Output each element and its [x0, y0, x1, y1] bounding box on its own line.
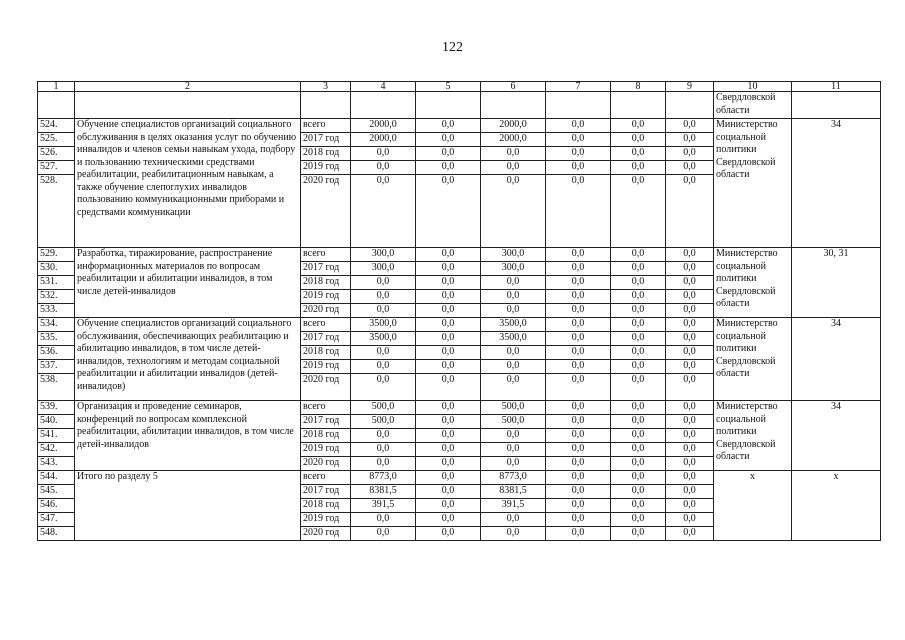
ministry-cell: Министерство социальной политики Свердловской области: [714, 119, 792, 248]
value-cell: 500,0: [481, 401, 546, 415]
value-cell: 0,0: [611, 471, 666, 485]
row-number-cell: 525.: [38, 133, 75, 147]
empty-cell: [416, 92, 481, 119]
value-cell: 0,0: [416, 471, 481, 485]
table-row: [38, 401, 881, 415]
value-cell: 0,0: [611, 147, 666, 161]
value-cell: 8381,5: [351, 485, 416, 499]
header-row: [38, 82, 881, 92]
value-cell: 0,0: [416, 161, 481, 175]
empty-cell: [546, 92, 611, 119]
value-cell: 0,0: [416, 485, 481, 499]
row-number-cell: 529.: [38, 248, 75, 262]
value-cell: 0,0: [416, 499, 481, 513]
value-cell: 0,0: [416, 429, 481, 443]
value-cell: 0,0: [416, 527, 481, 541]
period-cell: 2020 год: [301, 175, 351, 248]
description-cell: Организация и проведение семинаров, конференций по вопросам комплексной реабилитации, абилитации инвалидов, в том числе детей-инвалидов: [75, 401, 301, 471]
value-cell: 0,0: [351, 374, 416, 401]
value-cell: 0,0: [481, 457, 546, 471]
value-cell: 0,0: [351, 290, 416, 304]
value-cell: 500,0: [351, 415, 416, 429]
value-cell: 0,0: [481, 443, 546, 457]
period-cell: 2020 год: [301, 457, 351, 471]
value-cell: 0,0: [416, 513, 481, 527]
target-cell: 34: [792, 401, 881, 471]
value-cell: 0,0: [546, 304, 611, 318]
value-cell: 0,0: [666, 499, 714, 513]
value-cell: 0,0: [546, 360, 611, 374]
value-cell: 0,0: [546, 248, 611, 262]
value-cell: 0,0: [416, 147, 481, 161]
value-cell: 0,0: [611, 415, 666, 429]
target-cell: 34: [792, 318, 881, 401]
program-table: [37, 81, 881, 541]
value-cell: 0,0: [351, 276, 416, 290]
period-cell: всего: [301, 248, 351, 262]
value-cell: 2000,0: [351, 119, 416, 133]
row-number-cell: 526.: [38, 147, 75, 161]
value-cell: 0,0: [546, 346, 611, 360]
row-number-cell: 546.: [38, 499, 75, 513]
value-cell: 0,0: [351, 147, 416, 161]
row-number-cell: 539.: [38, 401, 75, 415]
header-cell: 2: [75, 82, 301, 92]
value-cell: 0,0: [416, 332, 481, 346]
value-cell: 0,0: [416, 457, 481, 471]
value-cell: 0,0: [416, 304, 481, 318]
ministry-cell: х: [714, 471, 792, 541]
header-cell: 9: [666, 82, 714, 92]
value-cell: 0,0: [666, 332, 714, 346]
row-number-cell: 532.: [38, 290, 75, 304]
table-row: [38, 119, 881, 133]
value-cell: 300,0: [351, 262, 416, 276]
value-cell: 0,0: [546, 147, 611, 161]
value-cell: 0,0: [666, 401, 714, 415]
value-cell: 0,0: [546, 415, 611, 429]
row-number-cell: 544.: [38, 471, 75, 485]
empty-cell: [611, 92, 666, 119]
value-cell: 0,0: [351, 360, 416, 374]
period-cell: 2019 год: [301, 513, 351, 527]
row-number-cell: 528.: [38, 175, 75, 248]
value-cell: 0,0: [666, 318, 714, 332]
empty-cell: [75, 92, 301, 119]
period-cell: 2020 год: [301, 527, 351, 541]
value-cell: 0,0: [481, 360, 546, 374]
table-row: [38, 248, 881, 262]
row-number-cell: 527.: [38, 161, 75, 175]
value-cell: 391,5: [351, 499, 416, 513]
period-cell: 2018 год: [301, 429, 351, 443]
value-cell: 0,0: [416, 401, 481, 415]
value-cell: 0,0: [611, 175, 666, 248]
header-cell: 6: [481, 82, 546, 92]
value-cell: 300,0: [481, 248, 546, 262]
value-cell: 8773,0: [481, 471, 546, 485]
value-cell: 0,0: [351, 527, 416, 541]
value-cell: 0,0: [416, 415, 481, 429]
value-cell: 0,0: [611, 304, 666, 318]
value-cell: 0,0: [666, 175, 714, 248]
value-cell: 0,0: [416, 318, 481, 332]
value-cell: 0,0: [611, 318, 666, 332]
value-cell: 0,0: [351, 443, 416, 457]
value-cell: 0,0: [611, 374, 666, 401]
header-cell: 5: [416, 82, 481, 92]
value-cell: 0,0: [416, 175, 481, 248]
description-cell: Обучение специалистов организаций социального обслуживания, обеспечивающих реабилитацию и абилитацию инвалидов, в том числе детей-инвалидов, технологиям и методам социальной реабилитации и абилитации инвалидов (детей-инвалидов): [75, 318, 301, 401]
continuation-row: [38, 92, 881, 119]
empty-cell: [666, 92, 714, 119]
value-cell: 0,0: [611, 485, 666, 499]
row-number-cell: 535.: [38, 332, 75, 346]
value-cell: 300,0: [481, 262, 546, 276]
empty-cell: [301, 92, 351, 119]
value-cell: 0,0: [546, 318, 611, 332]
value-cell: 0,0: [611, 443, 666, 457]
period-cell: 2019 год: [301, 360, 351, 374]
value-cell: 0,0: [546, 175, 611, 248]
value-cell: 0,0: [546, 119, 611, 133]
value-cell: 0,0: [416, 262, 481, 276]
row-number-cell: 545.: [38, 485, 75, 499]
row-number-cell: 524.: [38, 119, 75, 133]
empty-cell: [351, 92, 416, 119]
value-cell: 0,0: [611, 248, 666, 262]
value-cell: 0,0: [666, 147, 714, 161]
value-cell: 0,0: [416, 276, 481, 290]
period-cell: 2017 год: [301, 415, 351, 429]
value-cell: 0,0: [611, 401, 666, 415]
row-number-cell: 530.: [38, 262, 75, 276]
row-number-cell: 542.: [38, 443, 75, 457]
value-cell: 0,0: [481, 513, 546, 527]
period-cell: 2019 год: [301, 290, 351, 304]
row-number-cell: 533.: [38, 304, 75, 318]
value-cell: 0,0: [481, 290, 546, 304]
value-cell: 0,0: [611, 346, 666, 360]
period-cell: 2017 год: [301, 262, 351, 276]
value-cell: 0,0: [666, 429, 714, 443]
period-cell: 2017 год: [301, 133, 351, 147]
value-cell: 0,0: [546, 262, 611, 276]
value-cell: 0,0: [666, 248, 714, 262]
value-cell: 0,0: [611, 332, 666, 346]
value-cell: 0,0: [351, 346, 416, 360]
description-cell: Итого по разделу 5: [75, 471, 301, 541]
value-cell: 2000,0: [351, 133, 416, 147]
value-cell: 391,5: [481, 499, 546, 513]
value-cell: 0,0: [611, 276, 666, 290]
total-row: [38, 471, 881, 485]
value-cell: 0,0: [546, 499, 611, 513]
value-cell: 0,0: [611, 262, 666, 276]
value-cell: 2000,0: [481, 133, 546, 147]
value-cell: 0,0: [351, 429, 416, 443]
value-cell: 3500,0: [351, 332, 416, 346]
value-cell: 300,0: [351, 248, 416, 262]
page-number: 122: [442, 40, 463, 55]
ministry-cell: Министерство социальной политики Свердловской области: [714, 318, 792, 401]
value-cell: 0,0: [666, 527, 714, 541]
value-cell: 0,0: [481, 346, 546, 360]
table-row: [38, 318, 881, 332]
ministry-cell: Свердловской области: [714, 92, 792, 119]
value-cell: 0,0: [611, 133, 666, 147]
value-cell: 8381,5: [481, 485, 546, 499]
value-cell: 0,0: [611, 457, 666, 471]
value-cell: 0,0: [611, 499, 666, 513]
value-cell: 0,0: [481, 147, 546, 161]
value-cell: 0,0: [546, 401, 611, 415]
period-cell: всего: [301, 471, 351, 485]
value-cell: 0,0: [666, 471, 714, 485]
value-cell: 0,0: [416, 360, 481, 374]
value-cell: 0,0: [416, 248, 481, 262]
row-number-cell: 531.: [38, 276, 75, 290]
value-cell: 0,0: [666, 346, 714, 360]
empty-cell: [38, 92, 75, 119]
value-cell: 0,0: [666, 290, 714, 304]
row-number-cell: 548.: [38, 527, 75, 541]
value-cell: 0,0: [666, 304, 714, 318]
row-number-cell: 543.: [38, 457, 75, 471]
value-cell: 0,0: [546, 332, 611, 346]
header-cell: 1: [38, 82, 75, 92]
value-cell: 0,0: [666, 119, 714, 133]
period-cell: 2018 год: [301, 276, 351, 290]
value-cell: 2000,0: [481, 119, 546, 133]
header-cell: 8: [611, 82, 666, 92]
header-cell: 4: [351, 82, 416, 92]
value-cell: 0,0: [546, 513, 611, 527]
value-cell: 0,0: [546, 161, 611, 175]
value-cell: 0,0: [416, 346, 481, 360]
value-cell: 0,0: [481, 527, 546, 541]
value-cell: 0,0: [481, 374, 546, 401]
target-cell: х: [792, 471, 881, 541]
row-number-cell: 547.: [38, 513, 75, 527]
value-cell: 500,0: [351, 401, 416, 415]
empty-cell: [481, 92, 546, 119]
value-cell: 0,0: [666, 360, 714, 374]
value-cell: 0,0: [351, 175, 416, 248]
value-cell: 0,0: [666, 513, 714, 527]
period-cell: 2018 год: [301, 346, 351, 360]
value-cell: 0,0: [351, 457, 416, 471]
value-cell: 0,0: [546, 485, 611, 499]
value-cell: 0,0: [481, 175, 546, 248]
header-cell: 10: [714, 82, 792, 92]
value-cell: 0,0: [611, 513, 666, 527]
period-cell: 2020 год: [301, 304, 351, 318]
value-cell: 0,0: [666, 443, 714, 457]
value-cell: 0,0: [351, 161, 416, 175]
value-cell: 0,0: [611, 527, 666, 541]
value-cell: 0,0: [546, 290, 611, 304]
ministry-cell: Министерство социальной политики Свердловской области: [714, 248, 792, 318]
period-cell: всего: [301, 119, 351, 133]
target-cell: 30, 31: [792, 248, 881, 318]
table-body: [38, 82, 881, 541]
value-cell: 0,0: [666, 262, 714, 276]
value-cell: 0,0: [416, 133, 481, 147]
period-cell: 2018 год: [301, 147, 351, 161]
row-number-cell: 541.: [38, 429, 75, 443]
value-cell: 0,0: [666, 485, 714, 499]
header-cell: 11: [792, 82, 881, 92]
value-cell: 0,0: [666, 133, 714, 147]
period-cell: 2018 год: [301, 499, 351, 513]
period-cell: 2019 год: [301, 161, 351, 175]
value-cell: 0,0: [481, 304, 546, 318]
period-cell: всего: [301, 401, 351, 415]
row-number-cell: 540.: [38, 415, 75, 429]
period-cell: 2019 год: [301, 443, 351, 457]
value-cell: 0,0: [666, 161, 714, 175]
value-cell: 0,0: [546, 133, 611, 147]
value-cell: 0,0: [416, 119, 481, 133]
description-cell: Обучение специалистов организаций социального обслуживания в целях оказания услуг по обучению инвалидов и членов семьи навыкам ухода, подбору и пользованию техническими средствами реабилитации, реабилитационным навыкам, а также обучение слепоглухих инвалидов пользованию коммуникационными приборами и средствами коммуникации: [75, 119, 301, 248]
value-cell: 3500,0: [351, 318, 416, 332]
period-cell: всего: [301, 318, 351, 332]
value-cell: 0,0: [666, 457, 714, 471]
value-cell: 0,0: [666, 276, 714, 290]
period-cell: 2020 год: [301, 374, 351, 401]
period-cell: 2017 год: [301, 485, 351, 499]
value-cell: 0,0: [416, 374, 481, 401]
value-cell: 8773,0: [351, 471, 416, 485]
value-cell: 0,0: [611, 429, 666, 443]
empty-cell: [792, 92, 881, 119]
value-cell: 0,0: [666, 415, 714, 429]
value-cell: 0,0: [611, 360, 666, 374]
value-cell: 0,0: [416, 443, 481, 457]
value-cell: 0,0: [481, 429, 546, 443]
header-cell: 3: [301, 82, 351, 92]
header-cell: 7: [546, 82, 611, 92]
period-cell: 2017 год: [301, 332, 351, 346]
value-cell: 3500,0: [481, 318, 546, 332]
value-cell: 0,0: [611, 161, 666, 175]
value-cell: 0,0: [546, 429, 611, 443]
value-cell: 0,0: [546, 374, 611, 401]
value-cell: 0,0: [611, 290, 666, 304]
value-cell: 0,0: [546, 443, 611, 457]
value-cell: 0,0: [666, 374, 714, 401]
row-number-cell: 538.: [38, 374, 75, 401]
value-cell: 0,0: [351, 513, 416, 527]
row-number-cell: 537.: [38, 360, 75, 374]
value-cell: 0,0: [611, 119, 666, 133]
target-cell: 34: [792, 119, 881, 248]
description-cell: Разработка, тиражирование, распространение информационных материалов по вопросам реабилитации и абилитации инвалидов, в том числе детей-инвалидов: [75, 248, 301, 318]
value-cell: 0,0: [546, 471, 611, 485]
value-cell: 0,0: [481, 161, 546, 175]
value-cell: 0,0: [416, 290, 481, 304]
value-cell: 0,0: [546, 457, 611, 471]
value-cell: 0,0: [351, 304, 416, 318]
value-cell: 3500,0: [481, 332, 546, 346]
value-cell: 0,0: [546, 276, 611, 290]
row-number-cell: 536.: [38, 346, 75, 360]
value-cell: 0,0: [481, 276, 546, 290]
value-cell: 0,0: [546, 527, 611, 541]
value-cell: 500,0: [481, 415, 546, 429]
row-number-cell: 534.: [38, 318, 75, 332]
ministry-cell: Министерство социальной политики Свердловской области: [714, 401, 792, 471]
